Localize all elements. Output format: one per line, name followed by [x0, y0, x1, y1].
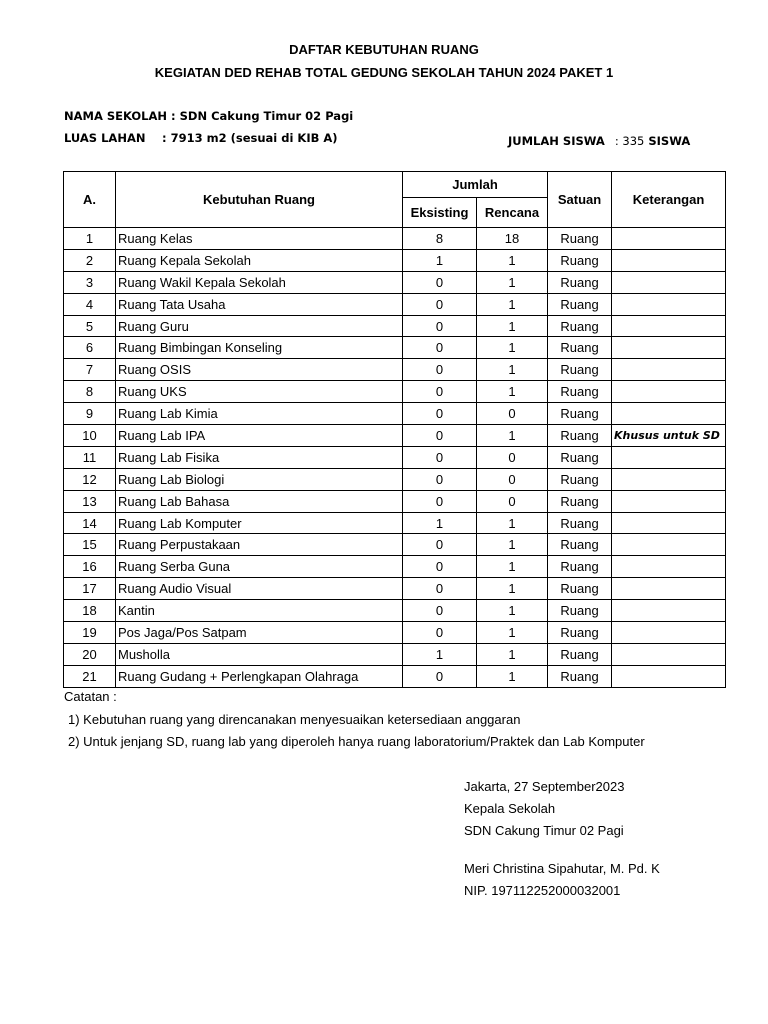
cell-room: Ruang Wakil Kepala Sekolah	[116, 271, 403, 293]
cell-existing: 0	[403, 425, 477, 447]
land-label: LUAS LAHAN	[64, 131, 146, 145]
cell-no: 8	[64, 381, 116, 403]
cell-planned: 1	[477, 622, 548, 644]
cell-existing: 8	[403, 228, 477, 250]
cell-existing: 1	[403, 512, 477, 534]
cell-existing: 0	[403, 665, 477, 687]
cell-unit: Ruang	[548, 490, 612, 512]
cell-existing: 0	[403, 403, 477, 425]
cell-no: 15	[64, 534, 116, 556]
cell-room: Musholla	[116, 643, 403, 665]
cell-no: 17	[64, 578, 116, 600]
cell-planned: 1	[477, 359, 548, 381]
cell-room: Ruang Kelas	[116, 228, 403, 250]
cell-no: 1	[64, 228, 116, 250]
cell-room: Ruang Lab Kimia	[116, 403, 403, 425]
cell-no: 12	[64, 468, 116, 490]
cell-note	[612, 337, 726, 359]
cell-no: 19	[64, 622, 116, 644]
table-row	[64, 665, 726, 687]
cell-existing: 0	[403, 315, 477, 337]
cell-note	[612, 578, 726, 600]
cell-no: 10	[64, 425, 116, 447]
cell-note	[612, 293, 726, 315]
cell-unit: Ruang	[548, 315, 612, 337]
cell-planned: 1	[477, 556, 548, 578]
note-item: 2) Untuk jenjang SD, ruang lab yang diperoleh hanya ruang laboratorium/Praktek dan Lab Komputer	[68, 734, 645, 749]
header-unit: Satuan	[548, 172, 612, 228]
header-note: Keterangan	[612, 172, 726, 228]
notes-label: Catatan :	[64, 689, 117, 704]
cell-room: Ruang Kepala Sekolah	[116, 249, 403, 271]
cell-room: Ruang Guru	[116, 315, 403, 337]
school-name: NAMA SEKOLAH : SDN Cakung Timur 02 Pagi	[64, 109, 354, 123]
students-info	[508, 134, 690, 148]
cell-existing: 0	[403, 622, 477, 644]
cell-unit: Ruang	[548, 446, 612, 468]
cell-unit: Ruang	[548, 425, 612, 447]
table-row	[64, 315, 726, 337]
cell-room: Ruang Tata Usaha	[116, 293, 403, 315]
cell-planned: 1	[477, 643, 548, 665]
cell-existing: 0	[403, 600, 477, 622]
cell-planned: 1	[477, 249, 548, 271]
signature-place-date: Jakarta, 27 September2023	[464, 779, 625, 794]
cell-no: 20	[64, 643, 116, 665]
header-planned: Rencana	[477, 198, 548, 228]
cell-note	[612, 622, 726, 644]
cell-room: Ruang Gudang + Perlengkapan Olahraga	[116, 665, 403, 687]
table-row	[64, 490, 726, 512]
cell-no: 7	[64, 359, 116, 381]
header-jumlah: Jumlah	[403, 172, 548, 198]
cell-unit: Ruang	[548, 337, 612, 359]
signature-nip: NIP. 197112252000032001	[464, 883, 621, 898]
cell-note	[612, 228, 726, 250]
cell-room: Ruang OSIS	[116, 359, 403, 381]
cell-note	[612, 446, 726, 468]
cell-existing: 0	[403, 359, 477, 381]
cell-no: 2	[64, 249, 116, 271]
students-unit: SISWA	[648, 134, 691, 148]
cell-no: 14	[64, 512, 116, 534]
cell-unit: Ruang	[548, 359, 612, 381]
cell-room: Ruang Lab Komputer	[116, 512, 403, 534]
signature-school: SDN Cakung Timur 02 Pagi	[464, 823, 624, 838]
cell-note	[612, 600, 726, 622]
cell-planned: 1	[477, 337, 548, 359]
cell-note	[612, 403, 726, 425]
cell-note	[612, 249, 726, 271]
cell-note	[612, 490, 726, 512]
cell-room: Ruang UKS	[116, 381, 403, 403]
cell-planned: 1	[477, 600, 548, 622]
cell-no: 21	[64, 665, 116, 687]
cell-existing: 0	[403, 468, 477, 490]
cell-existing: 1	[403, 643, 477, 665]
cell-room: Pos Jaga/Pos Satpam	[116, 622, 403, 644]
cell-existing: 0	[403, 490, 477, 512]
cell-planned: 1	[477, 578, 548, 600]
cell-no: 18	[64, 600, 116, 622]
table-row	[64, 381, 726, 403]
cell-room: Ruang Serba Guna	[116, 556, 403, 578]
cell-note	[612, 315, 726, 337]
cell-unit: Ruang	[548, 556, 612, 578]
document-subtitle: KEGIATAN DED REHAB TOTAL GEDUNG SEKOLAH TAHUN 2024 PAKET 1	[154, 65, 614, 80]
cell-unit: Ruang	[548, 403, 612, 425]
cell-room: Ruang Bimbingan Konseling	[116, 337, 403, 359]
cell-room: Ruang Perpustakaan	[116, 534, 403, 556]
cell-unit: Ruang	[548, 643, 612, 665]
cell-room: Ruang Lab Bahasa	[116, 490, 403, 512]
cell-planned: 18	[477, 228, 548, 250]
cell-planned: 1	[477, 665, 548, 687]
cell-existing: 0	[403, 337, 477, 359]
cell-note	[612, 534, 726, 556]
cell-planned: 1	[477, 425, 548, 447]
cell-no: 5	[64, 315, 116, 337]
table-row	[64, 403, 726, 425]
cell-note	[612, 381, 726, 403]
cell-existing: 0	[403, 578, 477, 600]
table-row	[64, 512, 726, 534]
cell-note	[612, 643, 726, 665]
cell-room: Ruang Lab Fisika	[116, 446, 403, 468]
land-value: : 7913 m2 (sesuai di KIB A)	[162, 131, 338, 145]
cell-note	[612, 359, 726, 381]
cell-note	[612, 512, 726, 534]
cell-unit: Ruang	[548, 534, 612, 556]
cell-existing: 0	[403, 556, 477, 578]
cell-unit: Ruang	[548, 293, 612, 315]
cell-no: 4	[64, 293, 116, 315]
cell-unit: Ruang	[548, 600, 612, 622]
table-row	[64, 622, 726, 644]
table-row	[64, 556, 726, 578]
students-label: JUMLAH SISWA	[508, 134, 605, 148]
cell-planned: 1	[477, 271, 548, 293]
table-row	[64, 249, 726, 271]
header-room: Kebutuhan Ruang	[116, 172, 403, 228]
cell-no: 3	[64, 271, 116, 293]
cell-planned: 1	[477, 381, 548, 403]
cell-unit: Ruang	[548, 468, 612, 490]
cell-unit: Ruang	[548, 249, 612, 271]
table-row	[64, 228, 726, 250]
cell-planned: 1	[477, 534, 548, 556]
cell-room: Ruang Lab Biologi	[116, 468, 403, 490]
table-body	[64, 228, 726, 688]
table-row	[64, 578, 726, 600]
cell-no: 9	[64, 403, 116, 425]
cell-unit: Ruang	[548, 665, 612, 687]
signature-name: Meri Christina Sipahutar, M. Pd. K	[464, 861, 660, 876]
table-row	[64, 337, 726, 359]
cell-planned: 0	[477, 490, 548, 512]
cell-note: Khusus untuk SD	[612, 425, 726, 447]
cell-planned: 1	[477, 512, 548, 534]
cell-planned: 0	[477, 403, 548, 425]
table-row	[64, 468, 726, 490]
table-row	[64, 271, 726, 293]
cell-planned: 0	[477, 446, 548, 468]
cell-no: 13	[64, 490, 116, 512]
cell-unit: Ruang	[548, 512, 612, 534]
table-row	[64, 600, 726, 622]
cell-existing: 0	[403, 534, 477, 556]
header-no: A.	[64, 172, 116, 228]
note-item: 1) Kebutuhan ruang yang direncanakan menyesuaikan ketersediaan anggaran	[68, 712, 521, 727]
table-row	[64, 446, 726, 468]
table-row	[64, 643, 726, 665]
cell-existing: 0	[403, 446, 477, 468]
cell-planned: 1	[477, 315, 548, 337]
table-row	[64, 425, 726, 447]
cell-note	[612, 271, 726, 293]
cell-note	[612, 556, 726, 578]
signature-position: Kepala Sekolah	[464, 801, 556, 816]
cell-no: 6	[64, 337, 116, 359]
cell-note	[612, 468, 726, 490]
cell-existing: 0	[403, 381, 477, 403]
cell-existing: 0	[403, 293, 477, 315]
students-count: : 335	[614, 134, 645, 148]
cell-room: Ruang Lab IPA	[116, 425, 403, 447]
table-row	[64, 359, 726, 381]
cell-planned: 0	[477, 468, 548, 490]
cell-no: 11	[64, 446, 116, 468]
table-row	[64, 293, 726, 315]
cell-unit: Ruang	[548, 578, 612, 600]
cell-no: 16	[64, 556, 116, 578]
cell-existing: 0	[403, 271, 477, 293]
document-title: DAFTAR KEBUTUHAN RUANG	[289, 42, 479, 57]
cell-note	[612, 665, 726, 687]
cell-unit: Ruang	[548, 622, 612, 644]
table-row	[64, 534, 726, 556]
header-existing: Eksisting	[403, 198, 477, 228]
room-needs-table	[63, 171, 726, 688]
cell-existing: 1	[403, 249, 477, 271]
cell-room: Ruang Audio Visual	[116, 578, 403, 600]
cell-unit: Ruang	[548, 228, 612, 250]
cell-planned: 1	[477, 293, 548, 315]
cell-unit: Ruang	[548, 381, 612, 403]
cell-room: Kantin	[116, 600, 403, 622]
cell-unit: Ruang	[548, 271, 612, 293]
